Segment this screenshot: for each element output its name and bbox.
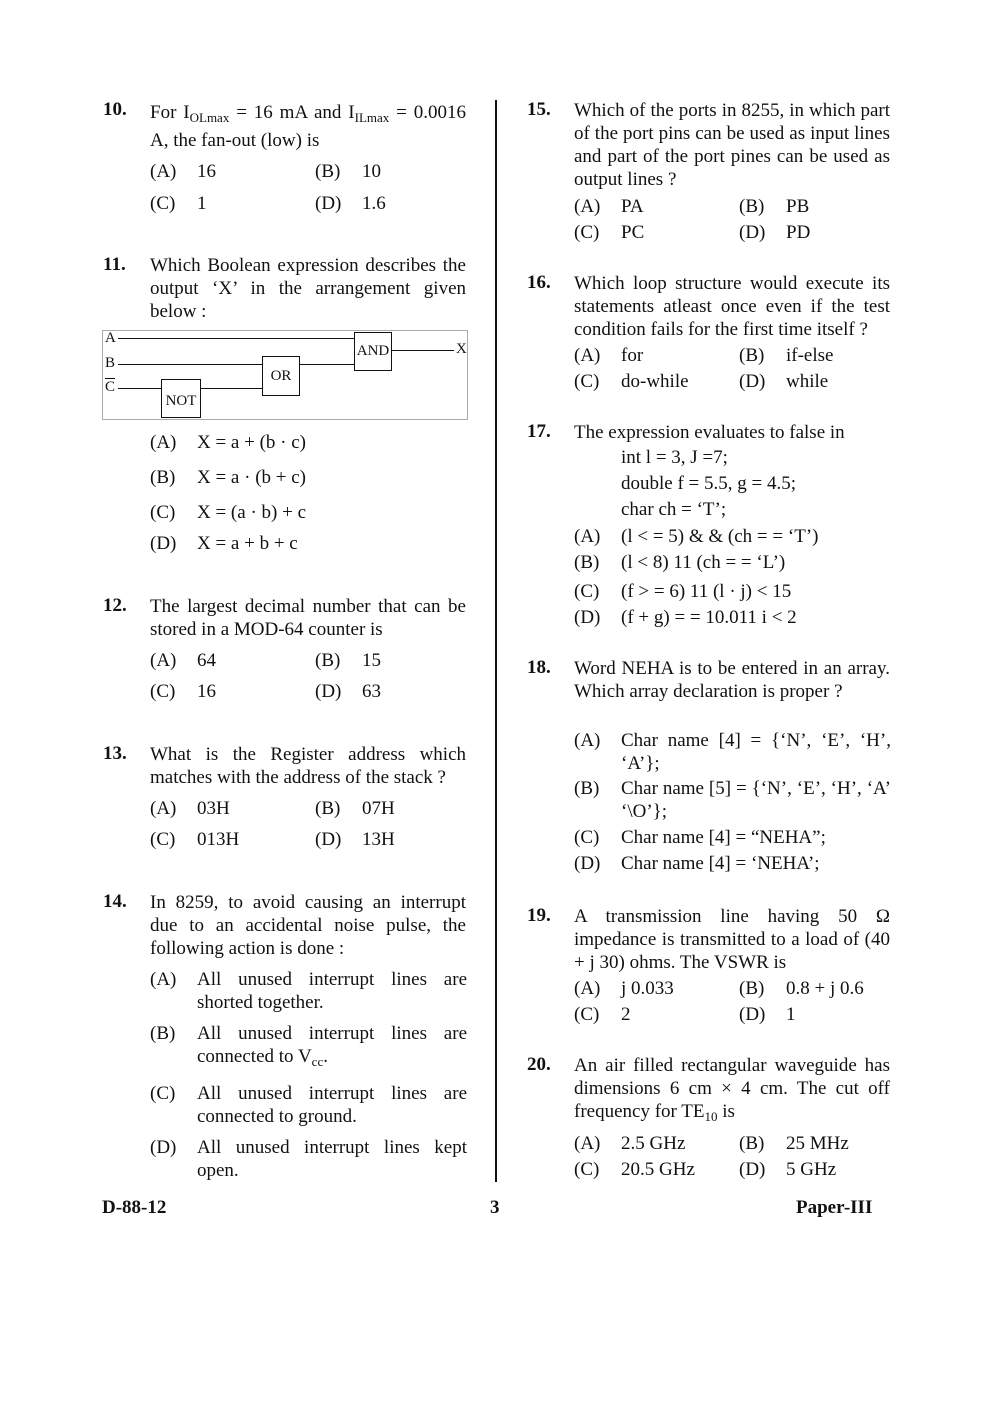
or-gate: OR (262, 356, 300, 396)
wire (392, 350, 454, 351)
subscript: 10 (704, 1109, 718, 1124)
option-label: (B) (574, 552, 600, 573)
option-label: (A) (574, 345, 601, 366)
option-label: (A) (574, 978, 601, 999)
option-b: (l < 8) 11 (ch = = ‘L’) (621, 552, 786, 573)
option-label: (C) (574, 827, 600, 848)
option-label: (A) (574, 730, 601, 751)
option-d: (f + g) = = 10.011 i < 2 (621, 607, 797, 628)
option-label: (C) (150, 1083, 176, 1104)
option-b: 0.8 + j 0.6 (786, 978, 864, 999)
question-stem: In 8259, to avoid causing an interrupt due to an accidental noise pulse, the following action is done : (150, 892, 466, 959)
paper-label: Paper-III (796, 1197, 873, 1218)
question-stem: The largest decimal number that can be stored in a MOD-64 counter is (150, 596, 466, 640)
option-d: 63 (362, 681, 381, 702)
option-c: 20.5 GHz (621, 1159, 695, 1180)
question-stem (150, 99, 466, 155)
question-number: 10. (103, 99, 127, 120)
question-number: 18. (527, 657, 551, 678)
option-a: X = a + (b · c) (197, 432, 306, 453)
stem-text: An air filled rectangular waveguide has dimensions 6 cm × 4 cm. The cut off frequency for TE (574, 1055, 890, 1122)
option-c: PC (621, 222, 645, 243)
input-a-label: A (105, 330, 116, 346)
option-label: (D) (574, 853, 601, 874)
option-c: X = (a · b) + c (197, 502, 306, 523)
option-c: do-while (621, 371, 689, 392)
stem-text: For I (150, 102, 190, 123)
option-label: (B) (739, 196, 765, 217)
option-text: All unused interrupt lines are connected to V (197, 1023, 467, 1067)
column-divider (495, 100, 497, 1182)
option-label: (B) (739, 345, 765, 366)
input-c-bar-label: $\overline{C}$ (105, 379, 116, 395)
question-stem: Which of the ports in 8255, in which part of the port pins can be used as input lines and part of the port pines can be used as output lines ? (574, 100, 890, 190)
option-label: (D) (739, 1159, 766, 1180)
option-label: (B) (315, 161, 341, 182)
option-c: 2 (621, 1004, 631, 1025)
option-a: 2.5 GHz (621, 1133, 686, 1154)
option-a: for (621, 345, 644, 366)
option-b: X = a · (b + c) (197, 467, 306, 488)
option-label: (D) (150, 533, 177, 554)
wire (118, 364, 262, 365)
option-label: (A) (150, 432, 177, 453)
option-label: (D) (315, 193, 342, 214)
option-label: (A) (574, 526, 601, 547)
option-a: 64 (197, 650, 216, 671)
question-number: 17. (527, 421, 551, 442)
stem-text: is (717, 1101, 735, 1122)
option-label: (C) (574, 581, 600, 602)
wire (118, 338, 354, 339)
option-label: (D) (315, 829, 342, 850)
option-b: 15 (362, 650, 381, 671)
code-line: double f = 5.5, g = 4.5; (621, 473, 796, 494)
option-label: (B) (150, 467, 176, 488)
option-d: X = a + b + c (197, 533, 298, 554)
option-label: (D) (739, 222, 766, 243)
option-label: (A) (150, 161, 177, 182)
option-label: (D) (574, 607, 601, 628)
question-number: 13. (103, 743, 127, 764)
option-label: (C) (150, 502, 176, 523)
not-gate: NOT (161, 379, 201, 418)
option-d: All unused interrupt lines kept open. (197, 1137, 467, 1181)
page-number: 3 (490, 1197, 500, 1218)
option-label: (D) (739, 1004, 766, 1025)
option-d: PD (786, 222, 811, 243)
option-label: (B) (574, 778, 600, 799)
option-a: All unused interrupt lines are shorted together. (197, 969, 467, 1013)
option-label: (D) (315, 681, 342, 702)
option-c: 1 (197, 193, 207, 214)
option-c: All unused interrupt lines are connected to ground. (197, 1083, 467, 1127)
subscript: ILmax (354, 110, 390, 125)
option-a: PA (621, 196, 644, 217)
subscript: OLmax (189, 110, 230, 125)
option-a: 03H (197, 798, 230, 819)
and-gate: AND (354, 332, 392, 371)
option-label: (C) (574, 1159, 600, 1180)
output-x-label: X (456, 341, 467, 357)
option-label: (D) (739, 371, 766, 392)
code-line: char ch = ‘T’; (621, 499, 727, 520)
option-label: (A) (574, 196, 601, 217)
option-d: 13H (362, 829, 395, 850)
option-a: 16 (197, 161, 216, 182)
question-number: 20. (527, 1054, 551, 1075)
option-b: Char name [5] = {‘N’, ‘E’, ‘H’, ‘A’ ‘\O’}; (621, 778, 891, 822)
option-label: (A) (574, 1133, 601, 1154)
option-b: 25 MHz (786, 1133, 849, 1154)
option-a: (l < = 5) & & (ch = = ‘T’) (621, 526, 819, 547)
question-number: 16. (527, 272, 551, 293)
stem-text: = 0.0016 A, the fan-out (low) is (150, 102, 466, 151)
option-a: j 0.033 (621, 978, 674, 999)
option-b (197, 1022, 467, 1068)
question-stem: A transmission line having 50 Ω impedance is transmitted to a load of (40 + j 30) ohms. The VSWR is (574, 906, 890, 973)
question-stem (574, 1054, 890, 1123)
question-number: 11. (103, 254, 126, 275)
question-stem: Which Boolean expression describes the output ‘X’ in the arrangement given below : (150, 255, 466, 322)
question-number: 15. (527, 99, 551, 120)
stem-text: = 16 mA and I (229, 102, 355, 123)
logic-circuit-diagram (102, 330, 468, 420)
option-d: while (786, 371, 829, 392)
question-stem: Word NEHA is to be entered in an array. Which array declaration is proper ? (574, 658, 890, 702)
option-d: 1 (786, 1004, 796, 1025)
option-b: if-else (786, 345, 834, 366)
option-b: 07H (362, 798, 395, 819)
option-label: (A) (150, 969, 177, 990)
option-label: (C) (574, 371, 600, 392)
option-label: (B) (739, 978, 765, 999)
option-label: (B) (315, 798, 341, 819)
option-c: 16 (197, 681, 216, 702)
option-label: (D) (150, 1137, 177, 1158)
option-label: (B) (739, 1133, 765, 1154)
input-b-label: B (105, 355, 116, 371)
question-number: 19. (527, 905, 551, 926)
option-c: 013H (197, 829, 240, 850)
option-label: (C) (574, 1004, 600, 1025)
option-d: 1.6 (362, 193, 386, 214)
question-number: 14. (103, 891, 127, 912)
option-c: Char name [4] = “NEHA”; (621, 827, 826, 848)
wire (118, 388, 161, 389)
option-label: (C) (574, 222, 600, 243)
option-c: (f > = 6) 11 (l · j) < 15 (621, 581, 792, 602)
option-label: (C) (150, 829, 176, 850)
wire (200, 388, 262, 389)
option-label: (B) (150, 1023, 176, 1044)
option-b: 10 (362, 161, 381, 182)
option-label: (C) (150, 193, 176, 214)
question-stem: The expression evaluates to false in (574, 422, 845, 443)
option-b: PB (786, 196, 810, 217)
paper-code: D-88-12 (102, 1197, 167, 1218)
option-label: (B) (315, 650, 341, 671)
question-stem: Which loop structure would execute its statements atleast once even if the test condition fails for the first time itself ? (574, 273, 890, 340)
option-label: (C) (150, 681, 176, 702)
option-a: Char name [4] = {‘N’, ‘E’, ‘H’, ‘A’}; (621, 730, 891, 774)
option-label: (A) (150, 650, 177, 671)
option-label: (A) (150, 798, 177, 819)
option-d: 5 GHz (786, 1159, 837, 1180)
question-stem: What is the Register address which matches with the address of the stack ? (150, 744, 466, 788)
question-number: 12. (103, 595, 127, 616)
option-text: . (323, 1046, 328, 1067)
subscript: cc (311, 1054, 324, 1069)
option-d: Char name [4] = ‘NEHA’; (621, 853, 820, 874)
code-line: int l = 3, J =7; (621, 447, 728, 468)
wire (300, 364, 354, 365)
